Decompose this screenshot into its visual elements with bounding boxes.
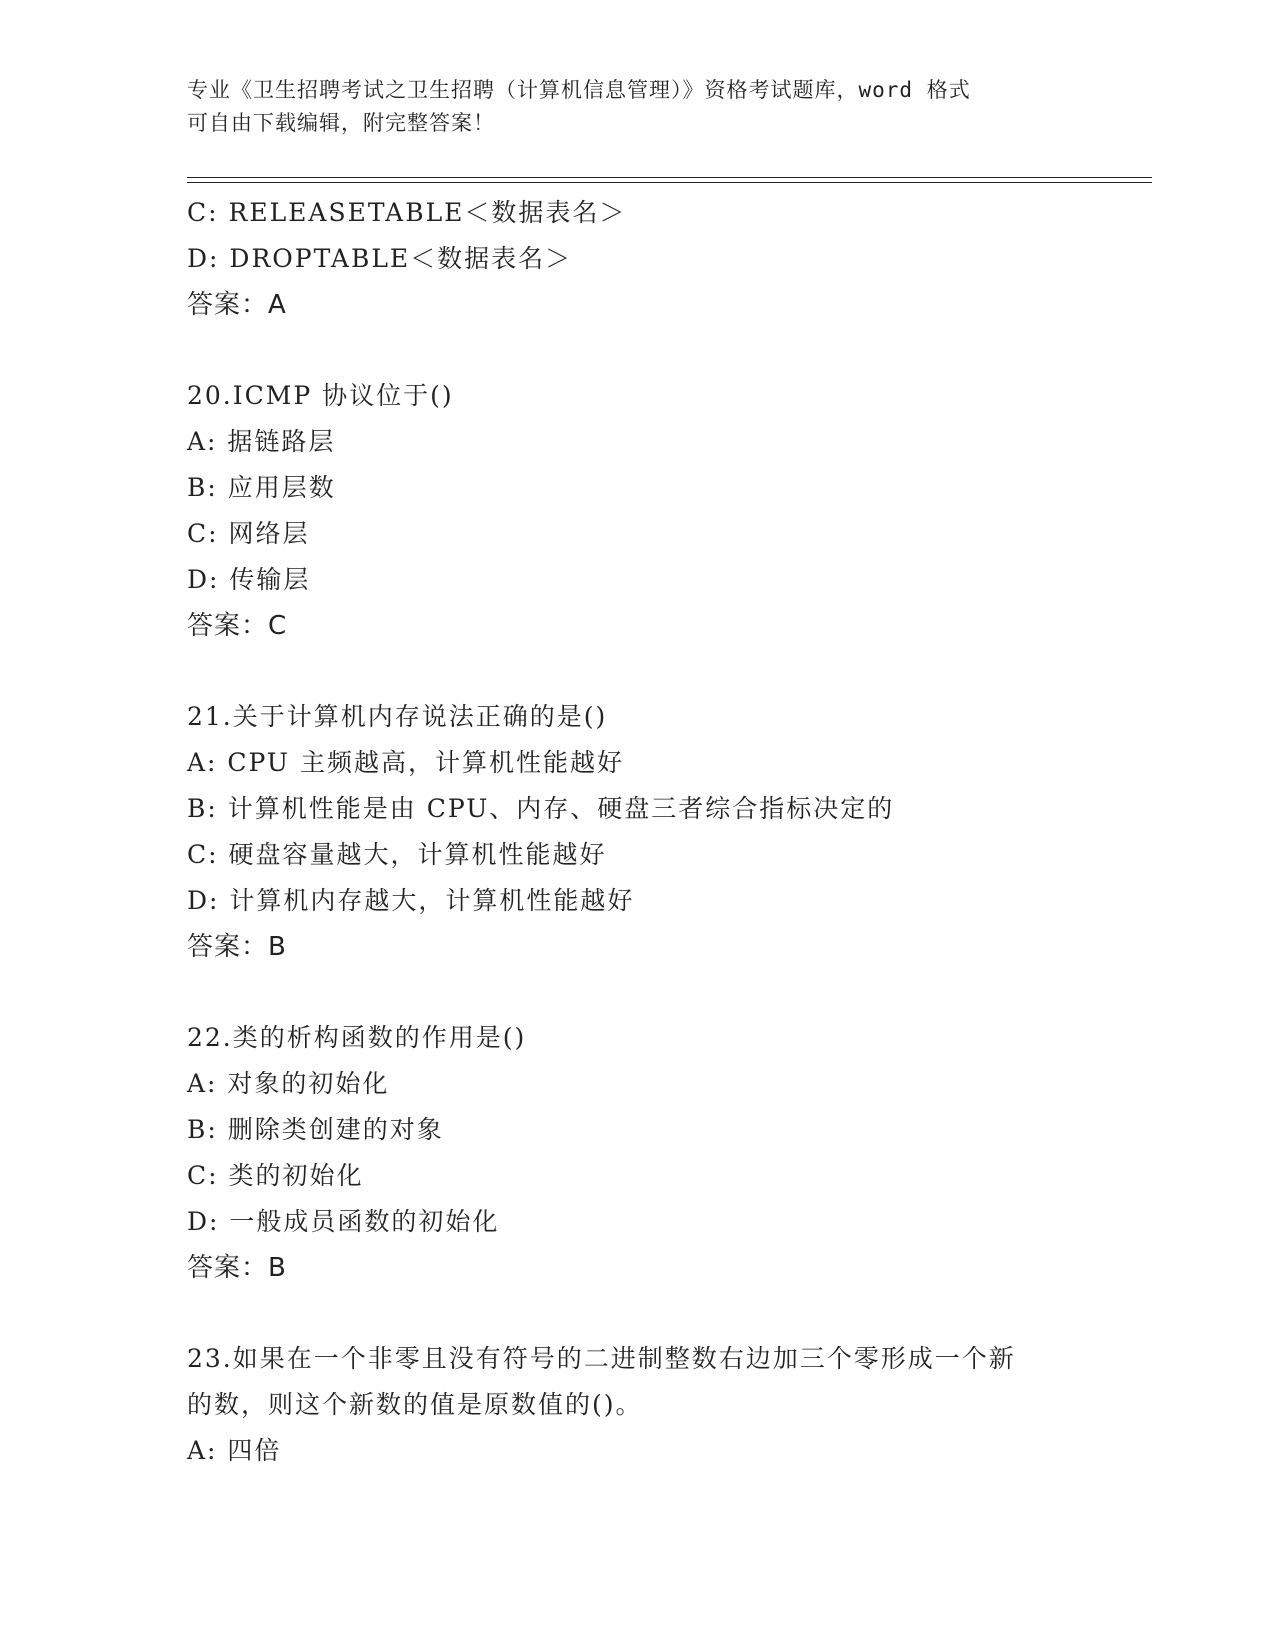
option-line: C: RELEASETABLE＜数据表名＞ [187, 198, 627, 227]
document-header [187, 74, 1087, 140]
question-stem: 21.关于计算机内存说法正确的是() [187, 702, 608, 731]
option-line: A: CPU 主频越高，计算机性能越好 [187, 748, 624, 777]
block-gap [187, 1291, 1087, 1336]
question-list [187, 190, 1087, 1474]
option-line: C: 硬盘容量越大，计算机性能越好 [187, 840, 607, 869]
option-line: A: 四倍 [187, 1436, 282, 1465]
question-stem-continued: 的数，则这个新数的值是原数值的()。 [187, 1390, 643, 1419]
question-block [187, 373, 1087, 649]
question-block [187, 1336, 1087, 1474]
question-stem: 20.ICMP 协议位于() [187, 381, 454, 410]
answer-line: 答案：B [187, 932, 287, 962]
option-line: B: 计算机性能是由 CPU、内存、硬盘三者综合指标决定的 [187, 794, 895, 823]
option-line: D: 一般成员函数的初始化 [187, 1207, 500, 1236]
answer-line: 答案：A [187, 290, 287, 320]
block-gap [187, 649, 1087, 694]
option-line: A: 据链路层 [187, 427, 336, 456]
question-block [187, 694, 1087, 970]
header-line-1: 专业《卫生招聘考试之卫生招聘（计算机信息管理）》资格考试题库，word 格式 [187, 78, 971, 102]
header-rule-thick [187, 177, 1152, 178]
option-line: D: 计算机内存越大，计算机性能越好 [187, 886, 635, 915]
question-stem: 23.如果在一个非零且没有符号的二进制整数右边加三个零形成一个新 [187, 1344, 1016, 1373]
block-gap [187, 970, 1087, 1015]
answer-line: 答案：C [187, 611, 288, 641]
option-line: C: 类的初始化 [187, 1161, 364, 1190]
header-line-2: 可自由下载编辑，附完整答案！ [187, 111, 495, 135]
option-line: B: 应用层数 [187, 473, 336, 502]
option-line: A: 对象的初始化 [187, 1069, 390, 1098]
question-block [187, 190, 1087, 328]
option-line: D: DROPTABLE＜数据表名＞ [187, 244, 573, 273]
block-gap [187, 328, 1087, 373]
option-line: B: 删除类创建的对象 [187, 1115, 444, 1144]
question-block [187, 1015, 1087, 1291]
option-line: C: 网络层 [187, 519, 310, 548]
header-rule-thin [187, 182, 1152, 183]
question-stem: 22.类的析构函数的作用是() [187, 1023, 527, 1052]
answer-line: 答案：B [187, 1253, 287, 1283]
option-line: D: 传输层 [187, 565, 311, 594]
